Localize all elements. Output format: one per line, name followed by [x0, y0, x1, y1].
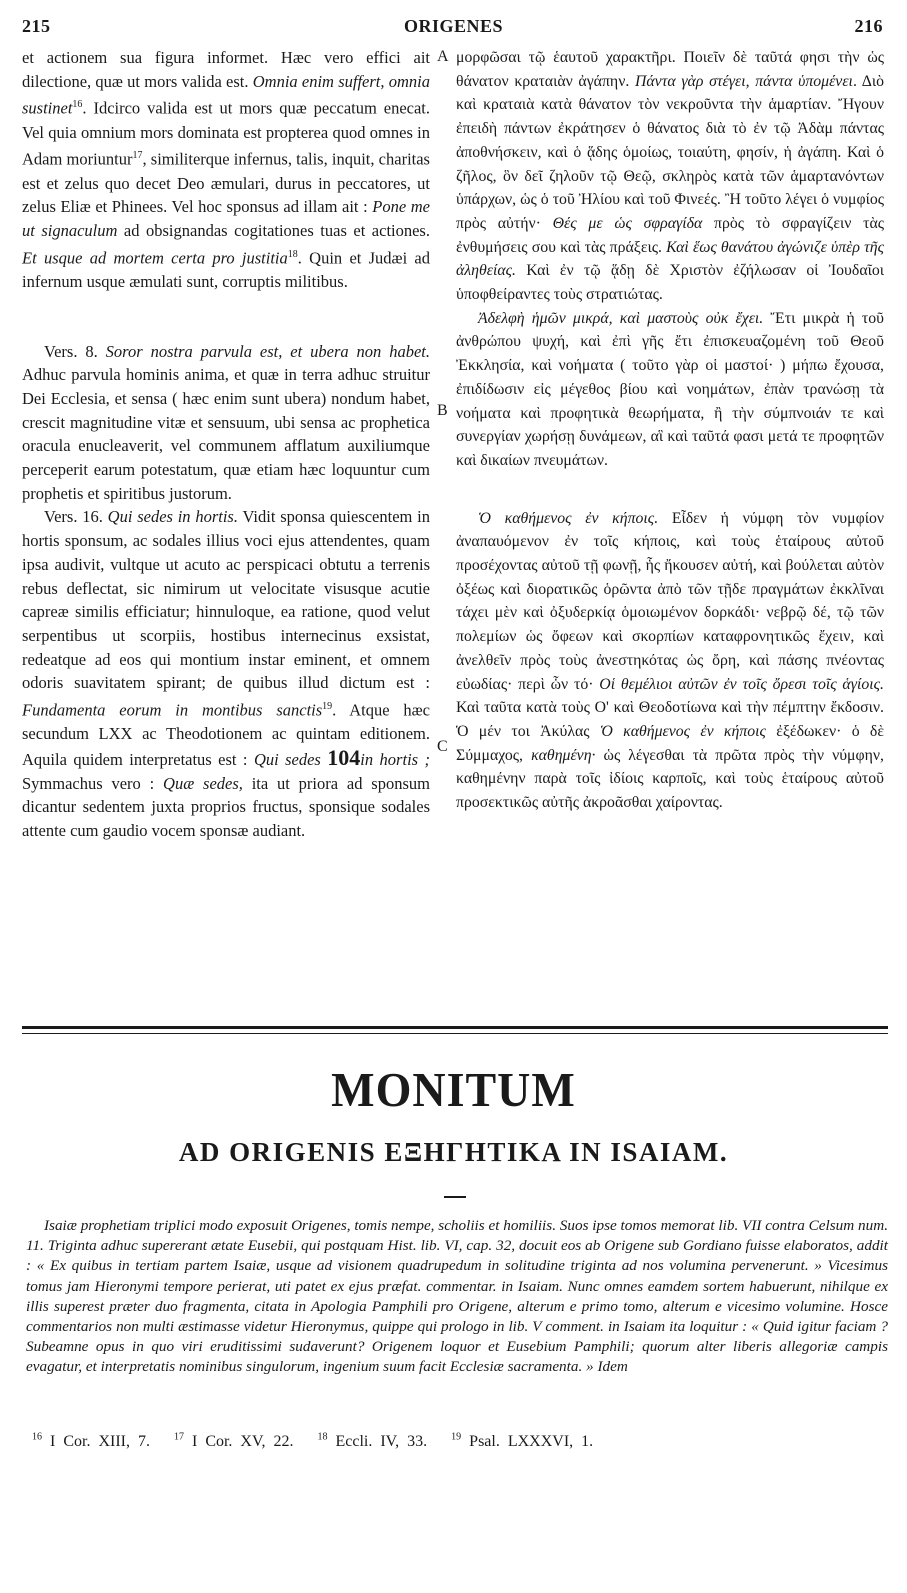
margin-letter-c: C	[437, 738, 448, 755]
footnote-17: $^{17}$ I Cor. XV, 22.	[173, 1432, 294, 1451]
greek-paragraph-1: μορφῶσαι τῷ ἑαυτοῦ χαρακτῆρι. Ποιεῖν δὲ ταῦτά φησι τὴν ὡς θάνατον κραταιὰν ἀγάπην. Πάντα γὰρ στέγει, πάντα ὑπομένει. Διὸ καὶ κραταιὰ κατὰ θάνατον τὸν νεκροῦντα τὴν ἁμαρτίαν. Ἤγουν ἐπειδὴ πάντων ἐκράτησεν ὁ θάνατος διὰ τὸ ἐν τῷ Ἀδὰμ πάντας ἀποθνήσκειν, καὶ ὁ ᾅδης ὁμοίως, τοιαύτη, φησίν, ἡ ἀγάπη. Καὶ ὁ ζῆλος, ὃν δεῖ ζηλοῦν τῷ Θεῷ, σκληρὸς κατὰ τῶν ἁμαρτανόντων ὑπάρχων, ὡς ὁ τοῦ Ἠλίου καὶ τοῦ Φινεές. Ἢ τοῦτο λέγει ὁ νυμφίος πρὸς αὐτήν· Θές με ὡς σφραγίδα πρὸς τὸ σφραγίζειν τὰς ἐνθυμήσεις σου καὶ τὰς πράξεις. Καὶ ἕως θανάτου ἀγώνιζε ὑπὲρ τῆς ἀληθείας. Καὶ ἐν τῷ ᾅδῃ δὲ Χριστὸν ἐζήλωσαν οἱ Ἰουδαῖοι ὑποφθείραντες τοὺς στρατιώτας.	[456, 49, 885, 304]
page-number-left: 215	[22, 16, 51, 36]
margin-letter-a: A	[437, 48, 449, 65]
separator-rule-thin	[22, 1033, 888, 1034]
page-number-right: 216	[854, 16, 883, 36]
latin-paragraph-1: et actionem sua figura informet. Hæc vero effici ait dilectione, quæ ut mors valida est. Omnia enim suffert, omnia sustinet$^{16}$. Idcirco valida est ut mors quæ peccatum enecat. Vel quia omnium mors dominata est propterea quod omnes in Adam moriuntur$^{17}$, similiterque infernus, talis, inquit, charitas est et zelus quo decet Deo æmulari, durus in peccatores, ut zelus Eliæ et Phinees. Vel hoc sponsus ad illam ait : Pone me ut signaculum ad obsignandas cogitationes tuas et actiones. Et usque ad mortem certa pro justitia$^{18}$. Quin et Judæi ad infernum usque æmulati sunt, corruptis militibus.	[22, 48, 430, 291]
greek-paragraph-3: Ὁ καθήμενος ἐν κήποις. Εἶδεν ἡ νύμφη τὸν νυμφίον ἀναπαυόμενον ἐν τοῖς κήποις, καὶ τοὺς ἑταίρους αὐτοῦ προσέχοντας αὐτοῦ τῇ φωνῇ, ἧς ἤκουσεν αὐτή, καὶ βούλεται αὐτὸν ὀξέως καὶ διορατικῶς ὁρῶντα ἀπὸ τῶν τῇδε πραγμάτων ἐκκλῖναι τάχει μὲν καὶ ὀξυδερκίᾳ ὁμοιωμένον δορκάδι· νεβρῷ δέ, τῷ τῶν πολεμίων ὡς ὄφεων καὶ σκορπίων καταφρονητικῶς ἔχειν, καὶ ἀνελθεῖν πρὸς τοὺς ἀνεστηκότας ὡς ὄρη, καὶ πάσης πνέοντας εὐωδίας· περὶ ὧν τό· Οἱ θεμέλιοι αὐτῶν ἐν τοῖς ὄρεσι τοῖς ἁγίοις. Καὶ ταῦτα κατὰ τοὺς Ο' καὶ Θεοδοτίωνα καὶ τὴν πέμπτην ἔκδοσιν. Ὁ μέν τοι Ἀκύλας Ὁ καθήμενος ἐν κήποις ἐξέδωκεν· ὁ δὲ Σύμμαχος, καθημένη· ὡς λέγεσθαι τὰ πρῶτα πρὸς τὴν νύμφην, καθημένην παρὰ τοῖς ἰδίοις καρποῖς, καὶ τοὺς ἑταίρους αὐτοῦ προσεκτικῶς αὐτῆς ἀκροᾶσθαι χαίροντας.	[456, 509, 884, 812]
greek-column	[456, 46, 884, 815]
footnote-18: $^{18}$ Eccli. IV, 33.	[317, 1432, 428, 1451]
section-subtitle: AD ORIGENIS ΕΞΗΓΗΤΙΚΑ IN ISAIAM.	[178, 1137, 729, 1167]
latin-column	[22, 46, 430, 843]
latin-paragraph-3: Vers. 16. Qui sedes in hortis. Vidit sponsa quiescentem in hortis sponsum, ac sodales illius voci ejus attendentes, quam ipsa audivit, vultque ut acuto ac perspicaci obtutu a terrenis rebus deflectat, sic nimirum ut velocitate visusque acutie capreæ similis efficiatur; hinnuloque, ea ratione, quod velut serpentibus ut scorpiis, hostibus internecinus exsistat, redeatque ad eos qui montium instar eminent, et omnem odoris suavitatem spirant; de quibus illud dictum est : Fundamenta eorum in montibus sanctis$^{19}$. Atque hæc secundum LXX ac Theodotionem ac quintam editionem. Aquila quidem interpretatus est : Qui sedes 104in hortis ; Symmachus vero : Quæ sedes, ita ut priora ad sponsum dicantur sedentem juxta proprios fructus, sponsique sodales attente cum gaudio vocem sponsæ audiant.	[22, 507, 430, 841]
footnotes	[32, 1432, 593, 1451]
footnote-19: $^{19}$ Psal. LXXXVI, 1.	[451, 1432, 594, 1451]
separator-rule-thick	[22, 1026, 888, 1029]
short-divider	[444, 1196, 466, 1198]
running-title: ORIGENES	[403, 16, 504, 36]
section-title: MONITUM	[331, 1062, 576, 1117]
monitum-text: Isaiæ prophetiam triplici modo exposuit Origenes, tomis nempe, scholiis et homiliis. Suos ipse tomos memorat lib. VII contra Celsum num. 11. Triginta adhuc supererant ætate Eusebii, qui postquam Hist. lib. VI, cap. 32, docuit eos ab Origene sub Gordiano fuisse elaboratos, addit : « Ex quibus in tertiam partem Isaiæ, usque ad visionem quadrupedum in solitudine triginta ad nos volumina pervenerunt. » Vicesimus tomus jam Hieronymi tempore perierat, uti patet ex ejus præfat. commentar. in Isaiam. Nunc omnes eamdem sortem habuerunt, nihilque ex illis superest præter duo fragmenta, citata in Apologia Pamphili pro Origene, alterum e primo tomo, alterum e vicesimo volumine. Hosce commentarios non multi æstimasse videtur Hieronymus, quippe qui prologo in lib. V comment. in Isaiam ita loquitur : « Quid igitur faciam ? Subeamne opus in quo viri eruditissimi sudaverunt? Origenem loquor et Eusebium Pamphili; quorum alter liberis allegoriæ campis evagatur, et interpretatis nominibus singulorum, ingenium suum facit Ecclesiæ sacramenta. » Idem	[26, 1217, 888, 1376]
margin-letter-b: B	[437, 402, 448, 419]
greek-paragraph-2: Ἀδελφὴ ἡμῶν μικρά, καὶ μαστοὺς οὐκ ἔχει. Ἔτι μικρὰ ἡ τοῦ ἀνθρώπου ψυχή, καὶ ἐπὶ γῆς ἔτι ἐπισκευαζομένη τοῦ Θεοῦ Ἐκκλησία, καὶ νοήματα ( τοῦτο γὰρ οἱ μαστοί· ) μήπω ἔχουσα, ἐπιδίδωσιν εἰς μέγεθος βίου καὶ νοημάτων, ἐπὰν τρανώσῃ τὰ νοήματα καὶ προφητικὰ θεωρήματα, ἢ τὴν σύμπνοιάν τε καὶ συνεργίαν χωρήσῃ δυνάμεων, αἳ καὶ ταῦτά φασι μετά τε προφητῶν καὶ δικαίων πνευμάτων.	[456, 309, 884, 469]
footnote-16: $^{16}$ I Cor. XIII, 7.	[32, 1432, 150, 1451]
latin-paragraph-2: Vers. 8. Soror nostra parvula est, et ubera non habet. Adhuc parvula hominis anima, et quæ in terra adhuc struitur Dei Ecclesia, et sensa ( hæc enim sunt ubera) nondum habet, crescit magnitudine vitæ et sensuum, ubi sensa ac prophetica oracula enucleaverit, vel communem afflatum auxiliumque perceperit earum potestatum, quæ etiam hæc loquuntur cum prophetis et spiritibus justorum.	[22, 341, 430, 503]
column-number-104: 104	[327, 744, 361, 770]
